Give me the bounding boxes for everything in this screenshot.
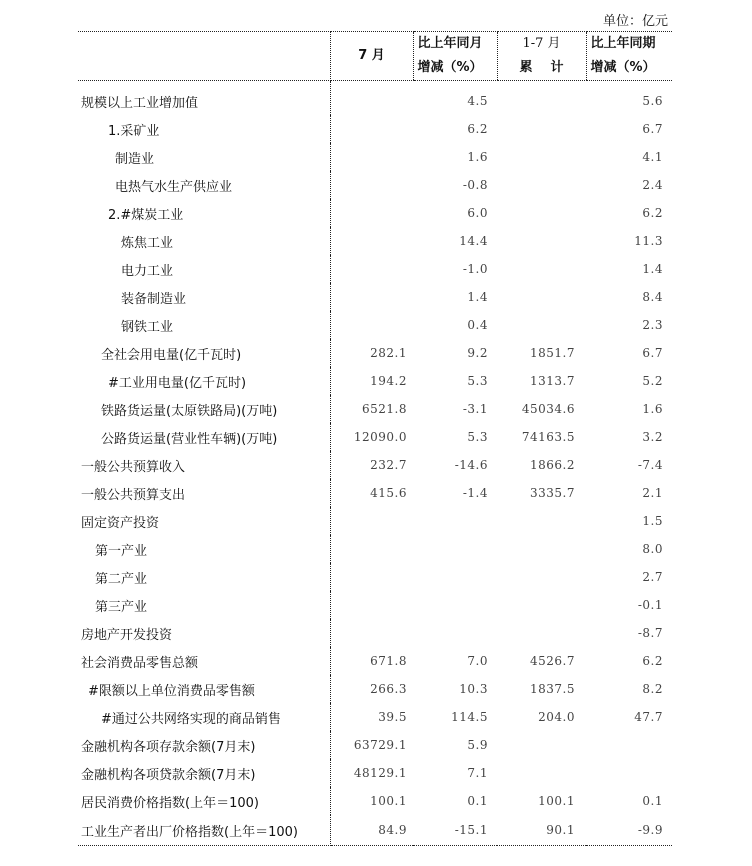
row-label: 公路货运量(营业性车辆)(万吨): [78, 423, 330, 451]
cell-month-yoy: [413, 535, 497, 563]
cell-ytd-value: [497, 563, 586, 591]
cell-month-yoy: -1.0: [462, 262, 488, 276]
header-month-label: 7 月: [358, 48, 385, 63]
cell-ytd-value: [497, 283, 586, 311]
cell-ytd-yoy: 0.1: [642, 794, 663, 808]
cell-month-yoy: 5.3: [467, 374, 488, 388]
cell-ytd-value: 45034.6: [521, 402, 575, 416]
cell-month-value: 84.9: [330, 815, 413, 846]
cell-ytd-yoy: [586, 759, 672, 787]
row-label: 金融机构各项存款余额(7月末): [78, 731, 330, 759]
cell-month-value: 415.6: [370, 486, 407, 500]
cell-month-yoy: [413, 619, 497, 647]
cell-ytd-value: 3335.7: [530, 486, 575, 500]
table-row: [78, 423, 672, 451]
table-row: [78, 451, 672, 479]
row-label: 金融机构各项贷款余额(7月末): [78, 759, 330, 787]
cell-ytd-value: [497, 143, 586, 171]
cell-month-value: 194.2: [370, 374, 407, 388]
cell-ytd-value: [497, 255, 586, 283]
cell-ytd-value: [497, 619, 586, 647]
cell-month-yoy: 14.4: [459, 234, 488, 248]
header-indicator: [78, 32, 330, 81]
cell-ytd-yoy: 2.7: [642, 570, 663, 584]
cell-ytd-value: [497, 311, 586, 339]
cell-month-value: 100.1: [370, 794, 407, 808]
cell-month-yoy: 5.9: [467, 738, 488, 752]
cell-ytd-value: [497, 81, 586, 116]
header-month-yoy-line2: 增减（%）: [417, 60, 483, 75]
cell-month-value: 671.8: [370, 654, 407, 668]
table-row: [78, 731, 672, 759]
cell-ytd-yoy: -9.9: [586, 815, 672, 846]
cell-month-value: [330, 283, 413, 311]
cell-ytd-value: [497, 115, 586, 143]
cell-month-value: [330, 507, 413, 535]
table-row: [78, 759, 672, 787]
row-label: #通过公共网络实现的商品销售: [78, 703, 330, 731]
cell-month-yoy: -1.4: [462, 486, 488, 500]
cell-ytd-yoy: 1.6: [642, 402, 663, 416]
cell-month-value: [330, 171, 413, 199]
cell-ytd-value: [497, 591, 586, 619]
cell-ytd-yoy: 8.2: [642, 682, 663, 696]
cell-month-yoy: -15.1: [413, 815, 497, 846]
header-ytd-yoy: [586, 32, 672, 81]
table-row: [78, 81, 672, 116]
row-label: 装备制造业: [78, 283, 330, 311]
cell-month-yoy: 4.5: [467, 94, 488, 108]
cell-ytd-value: 90.1: [497, 815, 586, 846]
unit-label: 单位：亿元: [602, 14, 668, 29]
cell-month-yoy: [413, 507, 497, 535]
cell-month-value: [330, 227, 413, 255]
row-label: 1.采矿业: [78, 115, 330, 143]
cell-month-yoy: -0.8: [462, 178, 488, 192]
cell-month-value: [330, 255, 413, 283]
cell-month-yoy: 0.1: [467, 794, 488, 808]
row-label: #工业用电量(亿千瓦时): [78, 367, 330, 395]
cell-ytd-value: [497, 199, 586, 227]
cell-month-value: 282.1: [370, 346, 407, 360]
cell-ytd-yoy: 8.0: [642, 542, 663, 556]
cell-ytd-yoy: 6.2: [642, 206, 663, 220]
table-row: [78, 283, 672, 311]
cell-month-yoy: 10.3: [459, 682, 488, 696]
cell-month-value: [330, 115, 413, 143]
table-row: [78, 227, 672, 255]
table-row: [78, 703, 672, 731]
header-month-yoy-line1: 比上年同月: [417, 36, 483, 51]
table-row: [78, 563, 672, 591]
table-body: [78, 81, 672, 846]
cell-ytd-value: 4526.7: [530, 654, 575, 668]
cell-ytd-yoy: 2.4: [642, 178, 663, 192]
table-row: [78, 619, 672, 647]
table-row: [78, 787, 672, 815]
cell-month-yoy: 7.0: [467, 654, 488, 668]
table-row: [78, 507, 672, 535]
header-ytd: [497, 32, 586, 81]
cell-month-value: 6521.8: [362, 402, 407, 416]
cell-ytd-yoy: 3.2: [642, 430, 663, 444]
cell-month-yoy: 6.0: [467, 206, 488, 220]
table-row: [78, 199, 672, 227]
row-label: 全社会用电量(亿千瓦时): [78, 339, 330, 367]
cell-month-value: 63729.1: [353, 738, 407, 752]
cell-ytd-value: [497, 507, 586, 535]
cell-month-value: [330, 535, 413, 563]
cell-month-yoy: 1.6: [467, 150, 488, 164]
cell-ytd-yoy: 47.7: [634, 710, 663, 724]
row-label: 第二产业: [78, 563, 330, 591]
row-label: 第一产业: [78, 535, 330, 563]
cell-ytd-yoy: -7.4: [637, 458, 663, 472]
cell-ytd-yoy: 2.3: [642, 318, 663, 332]
row-label: 制造业: [78, 143, 330, 171]
header-ytd-yoy-line2: 增减（%）: [590, 60, 656, 75]
cell-month-value: 266.3: [370, 682, 407, 696]
row-label: 一般公共预算支出: [78, 479, 330, 507]
cell-ytd-value: 1837.5: [530, 682, 575, 696]
cell-ytd-yoy: 6.2: [642, 654, 663, 668]
cell-ytd-value: 204.0: [538, 710, 575, 724]
cell-month-value: [330, 199, 413, 227]
cell-ytd-value: [497, 759, 586, 787]
cell-ytd-value: 1313.7: [530, 374, 575, 388]
table-row: [78, 479, 672, 507]
cell-ytd-yoy: -0.1: [637, 598, 663, 612]
table-row: [78, 591, 672, 619]
cell-month-value: 12090.0: [353, 430, 407, 444]
cell-ytd-yoy: 1.4: [642, 262, 663, 276]
cell-month-value: 39.5: [378, 710, 407, 724]
cell-month-value: [330, 143, 413, 171]
table-row: [78, 367, 672, 395]
cell-ytd-yoy: 11.3: [634, 234, 663, 248]
cell-month-value: 232.7: [370, 458, 407, 472]
cell-month-value: [330, 619, 413, 647]
header-ytd-yoy-line1: 比上年同期: [590, 36, 656, 51]
header-month-yoy: [413, 32, 497, 81]
cell-month-yoy: [413, 563, 497, 591]
cell-month-yoy: -3.1: [462, 402, 488, 416]
cell-month-yoy: 5.3: [467, 430, 488, 444]
statistics-table: [78, 31, 672, 846]
cell-ytd-yoy: 6.7: [642, 346, 663, 360]
table-row: [78, 535, 672, 563]
cell-month-value: [330, 311, 413, 339]
cell-month-yoy: 6.2: [467, 122, 488, 136]
table-row: [78, 255, 672, 283]
header-ytd-line2: 累 计: [519, 60, 564, 75]
row-label: 社会消费品零售总额: [78, 647, 330, 675]
table-row: [78, 115, 672, 143]
table-header-row: [78, 32, 672, 81]
cell-month-value: [330, 591, 413, 619]
cell-ytd-yoy: 6.7: [642, 122, 663, 136]
cell-ytd-value: [497, 171, 586, 199]
cell-ytd-yoy: 4.1: [642, 150, 663, 164]
header-ytd-line1: 1-7 月: [522, 36, 561, 51]
cell-ytd-value: 1851.7: [530, 346, 575, 360]
table-row: [78, 815, 672, 846]
cell-month-yoy: 1.4: [467, 290, 488, 304]
cell-ytd-yoy: 8.4: [642, 290, 663, 304]
row-label: 固定资产投资: [78, 507, 330, 535]
cell-month-value: [330, 563, 413, 591]
table-row: [78, 171, 672, 199]
cell-month-yoy: 9.2: [467, 346, 488, 360]
cell-month-yoy: 7.1: [467, 766, 488, 780]
row-label: 2.#煤炭工业: [78, 199, 330, 227]
cell-ytd-yoy: -8.7: [637, 626, 663, 640]
cell-ytd-yoy: 5.6: [642, 94, 663, 108]
row-label: 房地产开发投资: [78, 619, 330, 647]
table-row: [78, 143, 672, 171]
table-row: [78, 311, 672, 339]
row-label: 钢铁工业: [78, 311, 330, 339]
cell-ytd-value: 1866.2: [530, 458, 575, 472]
header-month: [330, 32, 413, 81]
row-label: 铁路货运量(太原铁路局)(万吨): [78, 395, 330, 423]
cell-month-yoy: [413, 591, 497, 619]
table-row: [78, 647, 672, 675]
cell-month-yoy: 0.4: [467, 318, 488, 332]
cell-month-value: 48129.1: [353, 766, 407, 780]
statistics-table-container: [78, 31, 672, 846]
cell-ytd-yoy: 2.1: [642, 486, 663, 500]
row-label: 一般公共预算收入: [78, 451, 330, 479]
cell-ytd-value: [497, 227, 586, 255]
cell-ytd-value: [497, 535, 586, 563]
cell-ytd-value: [497, 731, 586, 759]
cell-month-yoy: 114.5: [451, 710, 488, 724]
table-row: [78, 395, 672, 423]
cell-month-value: [330, 81, 413, 116]
row-label: 电力工业: [78, 255, 330, 283]
table-row: [78, 675, 672, 703]
cell-month-yoy: -14.6: [454, 458, 488, 472]
cell-ytd-value: 74163.5: [521, 430, 575, 444]
table-row: [78, 339, 672, 367]
row-label: 工业生产者出厂价格指数(上年＝100): [78, 815, 330, 846]
row-label: 炼焦工业: [78, 227, 330, 255]
row-label: 居民消费价格指数(上年＝100): [78, 787, 330, 815]
row-label: 规模以上工业增加值: [78, 81, 330, 116]
cell-ytd-value: 100.1: [538, 794, 575, 808]
cell-ytd-yoy: 1.5: [642, 514, 663, 528]
cell-ytd-yoy: 5.2: [642, 374, 663, 388]
row-label: 电热气水生产供应业: [78, 171, 330, 199]
row-label: 第三产业: [78, 591, 330, 619]
row-label: #限额以上单位消费品零售额: [78, 675, 330, 703]
cell-ytd-yoy: [586, 731, 672, 759]
